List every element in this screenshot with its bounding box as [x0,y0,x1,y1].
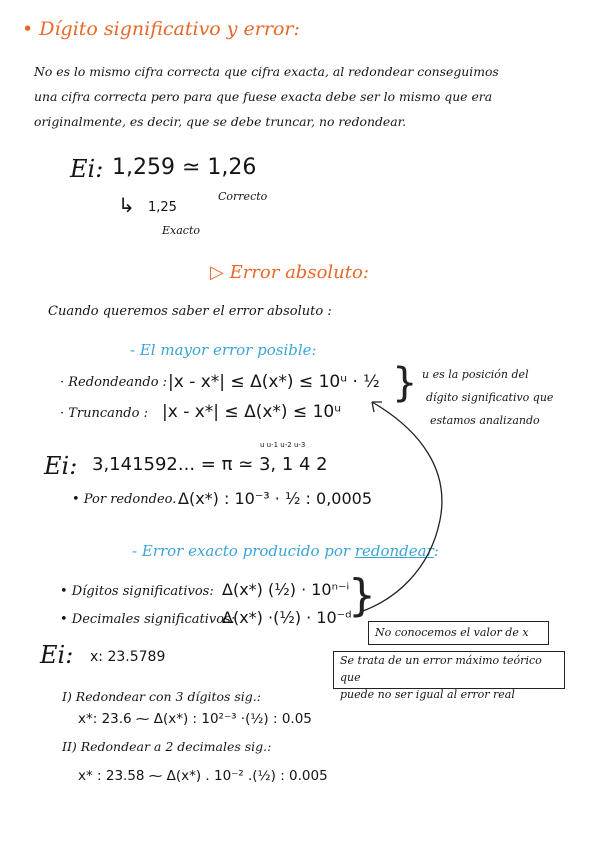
note-box-line-1: Se trata de un error máximo teórico que [340,654,542,684]
example-2-label: Ei: [44,452,78,480]
rounding-expression: |x - x*| ≤ Δ(x*) ≤ 10ᵘ · ½ [168,372,380,392]
example-1-expression: 1,259 ≃ 1,26 [112,155,257,180]
intro-line-3: originalmente, es decir, que se debe truncar, no redondear. [34,114,407,129]
significant-digits-label: • Dígitos significativos: [60,584,214,599]
truncation-label: · Truncando : [60,406,148,421]
truncation-expression: |x - x*| ≤ Δ(x*) ≤ 10ᵘ [162,402,342,422]
case-1-expression: x*: 23.6 ⁓ Δ(x*) : 10²⁻³ ·(½) : 0.05 [78,711,312,727]
absolute-error-title: ▷ Error absoluto: [210,262,369,283]
significant-decimals-label: • Decimales significativos: [60,612,236,627]
example-2-expression: 3,141592... = π ≃ 3, 1 4 2 [92,454,328,475]
intro-line-1: No es lo mismo cifra correcta que cifra exacta, al redondear conseguimos [34,64,499,79]
section-heading: • Dígito significativo y error: [22,18,300,40]
position-note-line-2: dígito significativo que [426,391,554,404]
case-1-label: I) Redondear con 3 dígitos sig.: [62,689,261,704]
example-2-round-expression: Δ(x*) : 10⁻³ · ½ : 0,0005 [178,489,372,508]
note-box-theoretical-max [333,651,565,701]
absolute-error-intro: Cuando queremos saber el error absoluto : [48,304,332,319]
example-3-value: x: 23.5789 [90,649,166,665]
position-note-line-3: estamos analizando [430,414,540,427]
example-1-sub-value: 1,25 [148,200,177,215]
position-note-line-1: u es la posición del [422,368,529,381]
note-box-unknown-x: No conocemos el valor de x [368,621,549,645]
note-box-line-2: puede no ser igual al error real [340,688,515,701]
curly-brace-icon: } [348,570,376,621]
max-error-title: - El mayor error posible: [130,341,317,359]
example-3-label: Ei: [40,641,74,669]
digit-positions: u u-1 u-2 u-3 [260,441,306,449]
case-2-label: II) Redondear a 2 decimales sig.: [62,739,272,754]
intro-line-2: una cifra correcta pero para que fuese exacta debe ser lo mismo que era [34,89,493,104]
example-1-label: Ei: [70,155,104,183]
significant-decimals-expression: Δ(x*) ·(½) · 10⁻ᵈ [222,608,352,627]
case-2-expression: x* : 23.58 ⁓ Δ(x*) . 10⁻² .(½) : 0.005 [78,768,328,784]
example-1-arrow-icon: ↳ [118,193,135,217]
curly-brace-icon: } [392,360,418,406]
exact-error-title: - Error exacto producido por redondear: [132,542,439,560]
example-1-correct-label: Correcto [218,190,268,203]
rounding-label: · Redondeando : [60,375,168,390]
example-1-exact-label: Exacto [162,224,200,237]
example-2-round-label: • Por redondeo. [72,492,177,507]
significant-digits-expression: Δ(x*) (½) · 10ⁿ⁻ⁱ [222,580,350,599]
